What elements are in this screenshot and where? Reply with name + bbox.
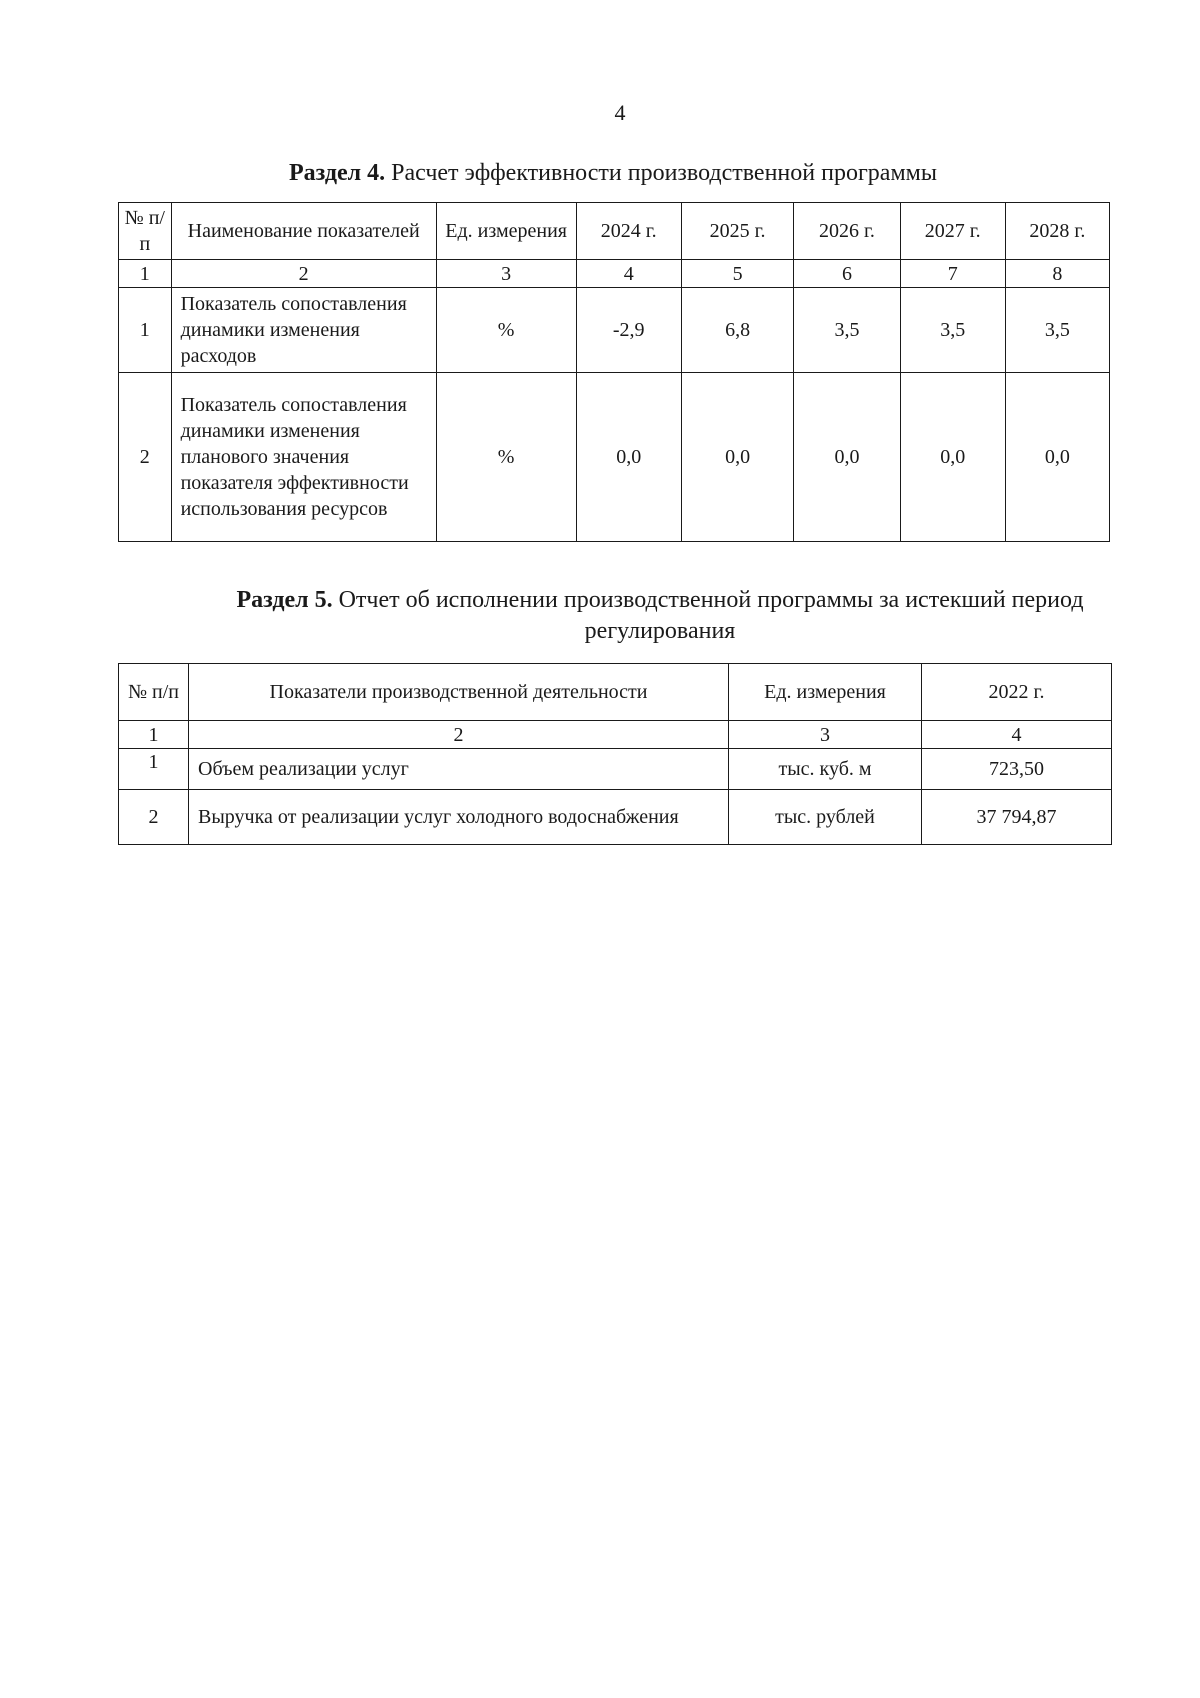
section-5-title: [200, 585, 1120, 647]
row-value: 0,0: [681, 373, 794, 542]
row-value: 0,0: [900, 373, 1005, 542]
header-year: 2022 г.: [922, 664, 1112, 721]
row-value: 0,0: [1005, 373, 1109, 542]
row-name: Показатель сопоставления динамики изменения расходов: [171, 288, 436, 373]
header-year: 2028 г.: [1005, 203, 1109, 260]
row-indicator: Объем реализации услуг: [189, 749, 729, 790]
header-unit: Ед. измерения: [729, 664, 922, 721]
row-unit: %: [436, 373, 576, 542]
row-value: 723,50: [922, 749, 1112, 790]
header-indicator: Показатели производственной деятельности: [189, 664, 729, 721]
header-num: № п/п: [119, 664, 189, 721]
table-row: [119, 749, 1112, 790]
row-value: 3,5: [1005, 288, 1109, 373]
column-number-row: [119, 721, 1112, 749]
header-year: 2024 г.: [576, 203, 681, 260]
column-number: 1: [119, 260, 172, 288]
row-num: 2: [119, 790, 189, 845]
page-number: 4: [614, 100, 626, 125]
row-value: 3,5: [900, 288, 1005, 373]
table-header-row: [119, 203, 1110, 260]
header-year: 2027 г.: [900, 203, 1005, 260]
table-row: [119, 288, 1110, 373]
header-name: Наименование показателей: [171, 203, 436, 260]
row-unit: %: [436, 288, 576, 373]
row-value: 37 794,87: [922, 790, 1112, 845]
table-header-row: [119, 664, 1112, 721]
row-value: 3,5: [794, 288, 900, 373]
column-number: 1: [119, 721, 189, 749]
row-unit: тыс. рублей: [729, 790, 922, 845]
row-num: 2: [119, 373, 172, 542]
header-year: 2025 г.: [681, 203, 794, 260]
row-value: 0,0: [794, 373, 900, 542]
section-5-title-text: Отчет об исполнении производственной программы за истекший период регулирования: [332, 587, 1084, 644]
section-4-title-text: Расчет эффективности производственной программы: [385, 160, 937, 186]
column-number-row: [119, 260, 1110, 288]
header-num: № п/п: [119, 203, 172, 260]
header-year: 2026 г.: [794, 203, 900, 260]
row-value: -2,9: [576, 288, 681, 373]
column-number: 2: [189, 721, 729, 749]
row-indicator: Выручка от реализации услуг холодного водоснабжения: [189, 790, 729, 845]
column-number: 4: [922, 721, 1112, 749]
table-row: [119, 790, 1112, 845]
row-num: 1: [119, 749, 189, 790]
row-num: 1: [119, 288, 172, 373]
column-number: 7: [900, 260, 1005, 288]
row-value: 6,8: [681, 288, 794, 373]
column-number: 8: [1005, 260, 1109, 288]
column-number: 2: [171, 260, 436, 288]
table-row: [119, 373, 1110, 542]
column-number: 6: [794, 260, 900, 288]
production-report-table: [118, 663, 1112, 845]
header-unit: Ед. измерения: [436, 203, 576, 260]
row-value: 0,0: [576, 373, 681, 542]
section-4-title: [118, 158, 1108, 189]
row-unit: тыс. куб. м: [729, 749, 922, 790]
column-number: 5: [681, 260, 794, 288]
efficiency-table: [118, 202, 1110, 542]
row-name: Показатель сопоставления динамики изменения планового значения показателя эффективности использования ресурсов: [171, 373, 436, 542]
section-4-title-label: Раздел 4.: [289, 160, 386, 186]
column-number: 3: [436, 260, 576, 288]
section-5-title-label: Раздел 5.: [236, 587, 333, 613]
column-number: 3: [729, 721, 922, 749]
column-number: 4: [576, 260, 681, 288]
